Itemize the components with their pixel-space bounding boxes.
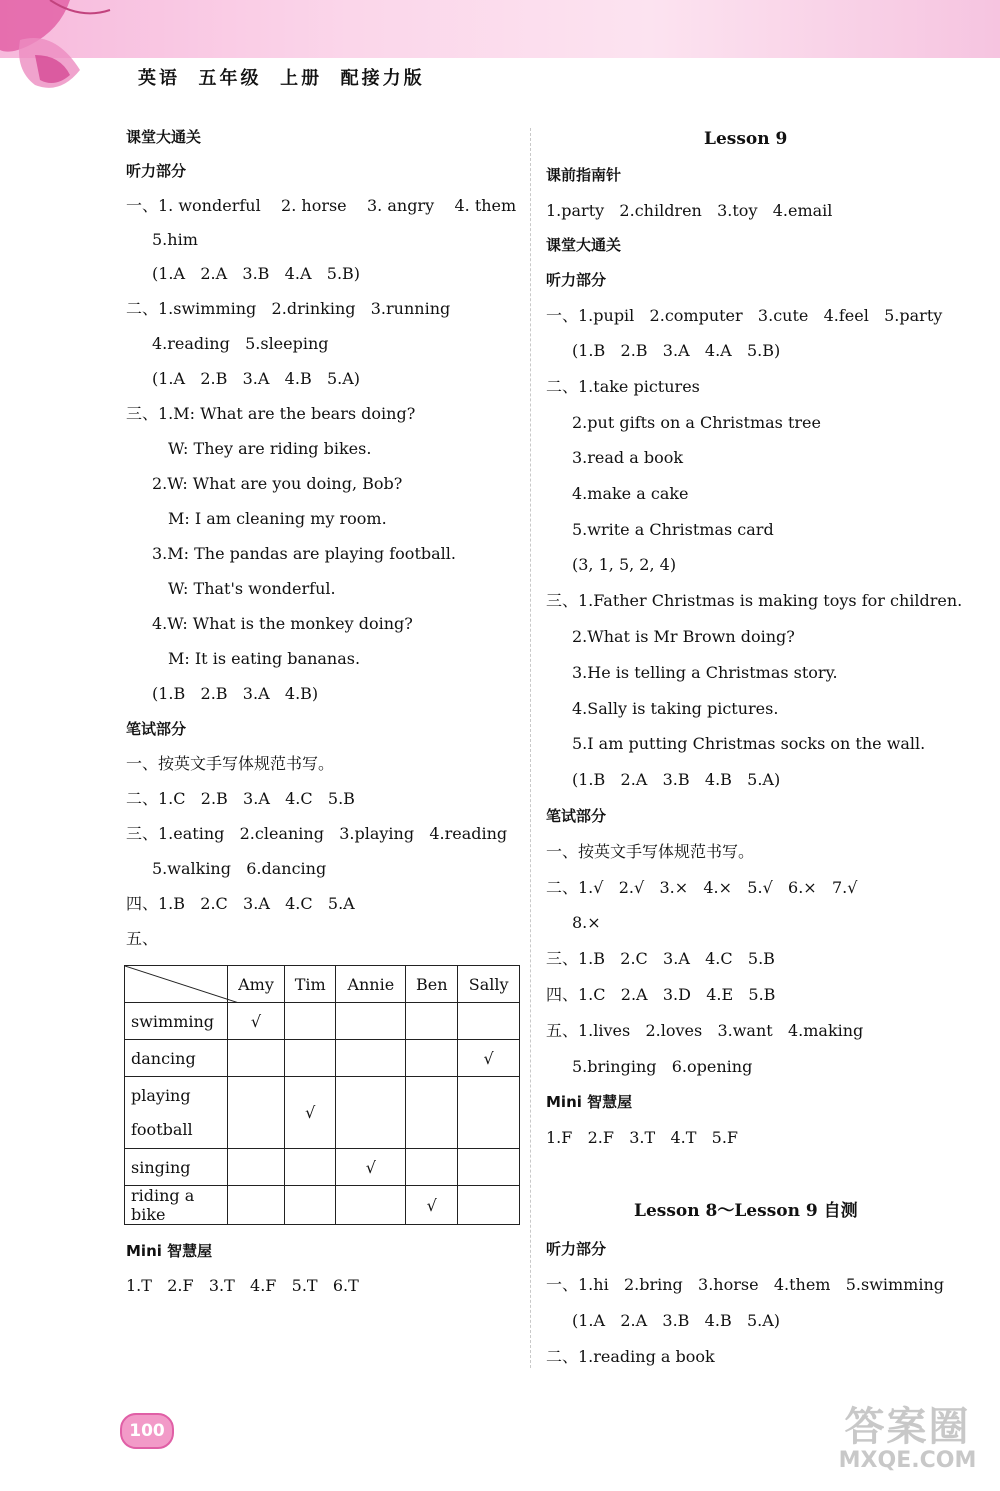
flower-decoration-icon [0, 0, 120, 110]
answer-line: 1.party 2.children 3.toy 4.email [546, 201, 833, 220]
column-header: Tim [285, 966, 336, 1003]
answer-line: 1.T 2.F 3.T 4.F 5.T 6.T [126, 1276, 359, 1295]
answer-line: 二、1.swimming 2.drinking 3.running [126, 299, 451, 318]
answer-line: 4.make a cake [572, 484, 689, 503]
answer-line: 2.W: What are you doing, Bob? [152, 474, 403, 493]
answer-line: 一、按英文手写体规范书写。 [126, 754, 335, 773]
check-cell [458, 1149, 520, 1186]
answer-line: M: It is eating bananas. [168, 649, 361, 668]
answer-line: 2.What is Mr Brown doing? [572, 627, 795, 646]
answer-line: 一、1.pupil 2.computer 3.cute 4.feel 5.party [546, 306, 943, 325]
column-header: Sally [458, 966, 520, 1003]
check-cell [228, 1040, 285, 1077]
answer-line: 2.put gifts on a Christmas tree [572, 413, 821, 432]
answer-line: 3.read a book [572, 448, 684, 467]
table-corner-cell [125, 966, 228, 1003]
check-cell: √ [336, 1149, 406, 1186]
table-row [125, 1003, 520, 1040]
check-cell [228, 1077, 285, 1149]
check-cell [285, 1003, 336, 1040]
section-heading: Mini 智慧屋 [546, 1093, 633, 1111]
activity-table [124, 965, 520, 1225]
watermark-url: MXQE.COM [838, 1448, 977, 1473]
answer-line: 二、1.C 2.B 3.A 4.C 5.B [126, 789, 355, 808]
row-label: dancing [125, 1040, 228, 1077]
diagonal-line-icon [125, 966, 239, 1003]
table-row [125, 1186, 520, 1225]
answer-line: 五、 [126, 929, 159, 948]
check-cell [406, 1003, 458, 1040]
check-cell: √ [406, 1186, 458, 1225]
check-cell [336, 1040, 406, 1077]
check-cell [285, 1186, 336, 1225]
answer-line: W: That's wonderful. [168, 579, 336, 598]
answer-line: 一、按英文手写体规范书写。 [546, 842, 755, 861]
answer-line: 三、1.B 2.C 3.A 4.C 5.B [546, 949, 775, 968]
section-heading: 课堂大通关 [546, 236, 622, 254]
check-cell [406, 1040, 458, 1077]
column-divider [530, 128, 531, 1368]
row-label [125, 1077, 228, 1149]
answer-line: 四、1.C 2.A 3.D 4.E 5.B [546, 985, 776, 1004]
section-heading: 课前指南针 [546, 166, 622, 184]
header-banner [0, 0, 1000, 58]
answer-line: M: I am cleaning my room. [168, 509, 387, 528]
page-header-title: 英语 五年级 上册 配接力版 [138, 68, 425, 89]
answer-line: (1.B 2.B 3.A 4.A 5.B) [572, 341, 781, 360]
answer-line: 三、1.Father Christmas is making toys for children. [546, 591, 963, 610]
watermark [820, 1395, 995, 1473]
check-cell [458, 1186, 520, 1225]
answer-line: 8.× [572, 913, 601, 932]
answer-line: (1.B 2.A 3.B 4.B 5.A) [572, 770, 781, 789]
answer-line: 一、1. wonderful 2. horse 3. angry 4. them [126, 196, 517, 215]
check-cell [336, 1003, 406, 1040]
answer-line: 3.M: The pandas are playing football. [152, 544, 456, 563]
answer-line: (3, 1, 5, 2, 4) [572, 555, 677, 574]
table-row [125, 1149, 520, 1186]
answer-line: (1.A 2.B 3.A 4.B 5.A) [152, 369, 361, 388]
lesson-title: Lesson 9 [704, 129, 788, 149]
check-cell [406, 1077, 458, 1149]
page-number-badge: 100 [120, 1413, 174, 1449]
section-heading: 听力部分 [546, 1240, 607, 1258]
row-label-line1: playing [131, 1085, 191, 1105]
table-row [125, 1040, 520, 1077]
column-header: Ben [406, 966, 458, 1003]
answer-line: 4.W: What is the monkey doing? [152, 614, 413, 633]
answer-line: W: They are riding bikes. [168, 439, 372, 458]
answer-line: 五、1.lives 2.loves 3.want 4.making [546, 1021, 864, 1040]
row-label: swimming [125, 1003, 228, 1040]
check-cell [458, 1003, 520, 1040]
answer-line: (1.B 2.B 3.A 4.B) [152, 684, 319, 703]
column-header: Amy [228, 966, 285, 1003]
answer-line: 4.Sally is taking pictures. [572, 699, 779, 718]
check-cell [336, 1186, 406, 1225]
answer-line: 二、1.take pictures [546, 377, 700, 396]
column-header: Annie [336, 966, 406, 1003]
check-cell: √ [285, 1077, 336, 1149]
lesson-title: Lesson 8～Lesson 9 自测 [634, 1201, 858, 1221]
check-cell [285, 1149, 336, 1186]
answer-line: 4.reading 5.sleeping [152, 334, 329, 353]
section-heading: Mini 智慧屋 [126, 1242, 213, 1260]
answer-line: 三、1.M: What are the bears doing? [126, 404, 416, 423]
section-heading: 听力部分 [126, 162, 187, 180]
watermark-logo-text: 答案圈 [844, 1404, 971, 1450]
answer-line: 二、1.√ 2.√ 3.× 4.× 5.√ 6.× 7.√ [546, 878, 858, 897]
check-cell [228, 1149, 285, 1186]
check-cell: √ [228, 1003, 285, 1040]
answer-line: (1.A 2.A 3.B 4.A 5.B) [152, 264, 361, 283]
check-cell [458, 1077, 520, 1149]
answer-line: 3.He is telling a Christmas story. [572, 663, 838, 682]
answer-line: 5.bringing 6.opening [572, 1057, 753, 1076]
check-cell: √ [458, 1040, 520, 1077]
section-heading: 笔试部分 [546, 807, 607, 825]
section-heading: 课堂大通关 [126, 128, 202, 146]
section-heading: 笔试部分 [126, 720, 187, 738]
table-row [125, 1077, 520, 1149]
row-label: riding a bike [125, 1186, 228, 1225]
answer-line: 一、1.hi 2.bring 3.horse 4.them 5.swimming [546, 1275, 945, 1294]
answer-line: 1.F 2.F 3.T 4.T 5.F [546, 1128, 739, 1147]
answer-line: 5.walking 6.dancing [152, 859, 327, 878]
check-cell [228, 1186, 285, 1225]
check-cell [285, 1040, 336, 1077]
answer-line: 5.write a Christmas card [572, 520, 774, 539]
answer-line: 5.him [152, 230, 198, 249]
section-heading: 听力部分 [546, 271, 607, 289]
row-label: singing [125, 1149, 228, 1186]
answer-line: (1.A 2.A 3.B 4.B 5.A) [572, 1311, 781, 1330]
answer-line: 三、1.eating 2.cleaning 3.playing 4.reading [126, 824, 508, 843]
check-cell [336, 1077, 406, 1149]
check-cell [406, 1149, 458, 1186]
answer-line: 二、1.reading a book [546, 1347, 715, 1366]
answer-line: 四、1.B 2.C 3.A 4.C 5.A [126, 894, 355, 913]
answer-line: 5.I am putting Christmas socks on the wall. [572, 734, 926, 753]
row-label-line2: football [131, 1119, 193, 1139]
